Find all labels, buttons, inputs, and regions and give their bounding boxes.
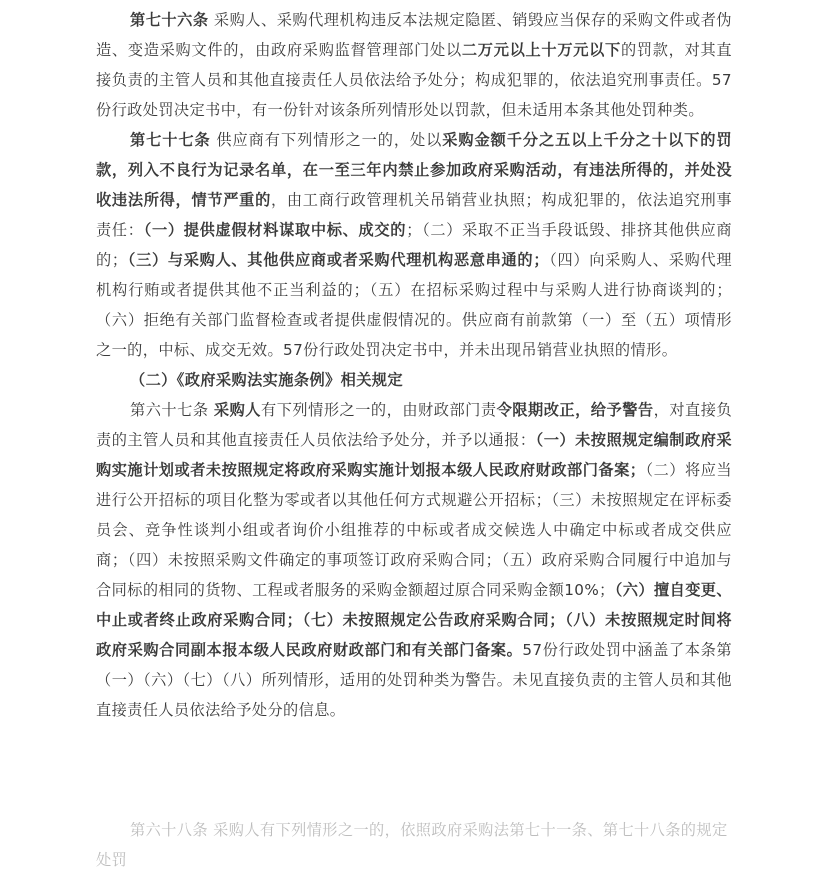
body-text: ，对直接负责的主管人员和其他直接责任人员依法给予处分，并予以通报： [96,401,733,449]
emphasized-text: （三）与采购人、其他供应商或者采购代理机构恶意串通的； [127,251,549,269]
emphasized-text: 第七十七条 [130,131,211,149]
document-paragraph [96,395,732,725]
body-text: 采购人、采购代理机构违反本法规定隐匿、销毁应当保存的采购文件或者伪造、变造采购文件的，由政府采购监督管理部门处以 [96,11,732,59]
body-text: （四）向采购人、采购代理机构行贿或者提供其他不正当利益的；（五）在招标采购过程中与采购人进行协商谈判的；（六）拒绝有关部门监督检查或者提供虚假情况的。供应商有前款第（一）至（五）项情形之一的，中标、成交无效。57份行政处罚决定书中，并未出现吊销营业执照的情形。 [96,251,733,359]
body-text: ；（二）采取不正当手段诋毁、排挤其他供应商的； [96,221,732,269]
emphasized-text: 采购人 [213,401,261,419]
body-text: 57份行政处罚中涵盖了本条第（一）（六）（七）（八）所列情形，适用的处罚种类为警告。未见直接负责的主管人员和其他直接责任人员依法给予处分的信息。 [96,641,732,719]
emphasized-text: 第七十六条 [130,11,209,29]
emphasized-text: （一）提供虚假材料谋取中标、成交的 [143,221,407,239]
body-text: 的罚款，对其直接负责的主管人员和其他直接责任人员依法给予处分；构成犯罪的，依法追究刑事责任。57份行政处罚决定书中，有一份针对该条所列情形处以罚款，但未适用本条其他处罚种类。 [96,41,732,119]
body-text: （二）将应当进行公开招标的项目化整为零或者以其他任何方式规避公开招标；（三）未按照规定在评标委员会、竞争性谈判小组或者询价小组推荐的中标或者成交候选人中确定中标或者成交供应商；（四）未按照采购文件确定的事项签订政府采购合同；（五）政府采购合同履行中追加与合同标的相同的货物、工程或者服务的采购金额超过原合同采购金额10%； [96,461,732,599]
body-text: 有下列情形之一的，由财政部门责 [261,401,497,419]
body-text: 第六十七条 [130,401,214,419]
body-text: ，由工商行政管理机关吊销营业执照；构成犯罪的，依法追究刑事责任： [96,191,732,239]
partial-next-line: 第六十八条 采购人有下列情形之一的，依照政府采购法第七十一条、第七十八条的规定处罚 [96,821,728,869]
body-text: 供应商有下列情形之一的，处以 [210,131,443,149]
emphasized-text: 令限期改正，给予警告 [496,401,654,419]
emphasized-text: （二）《政府采购法实施条例》相关规定 [130,371,403,389]
document-paragraph [96,125,732,365]
emphasized-text: 采购金额千分之五以上千分之十以下的罚款，列入不良行为记录名单，在一至三年内禁止参加政府采购活动，有违法所得的，并处没收违法所得，情节严重的 [96,131,733,209]
document-body [96,0,732,725]
document-paragraph [96,5,732,125]
section-heading [96,365,732,395]
emphasized-text: （一）未按照规定编制政府采购实施计划或者未按照规定将政府采购实施计划报本级人民政府财政部门备案； [96,431,732,479]
emphasized-text: 二万元以上十万元以下 [461,41,621,59]
emphasized-text: （六）擅自变更、中止或者终止政府采购合同；（七）未按照规定公告政府采购合同；（八）未按照规定时间将政府采购合同副本报本级人民政府财政部门和有关部门备案。 [96,581,733,659]
